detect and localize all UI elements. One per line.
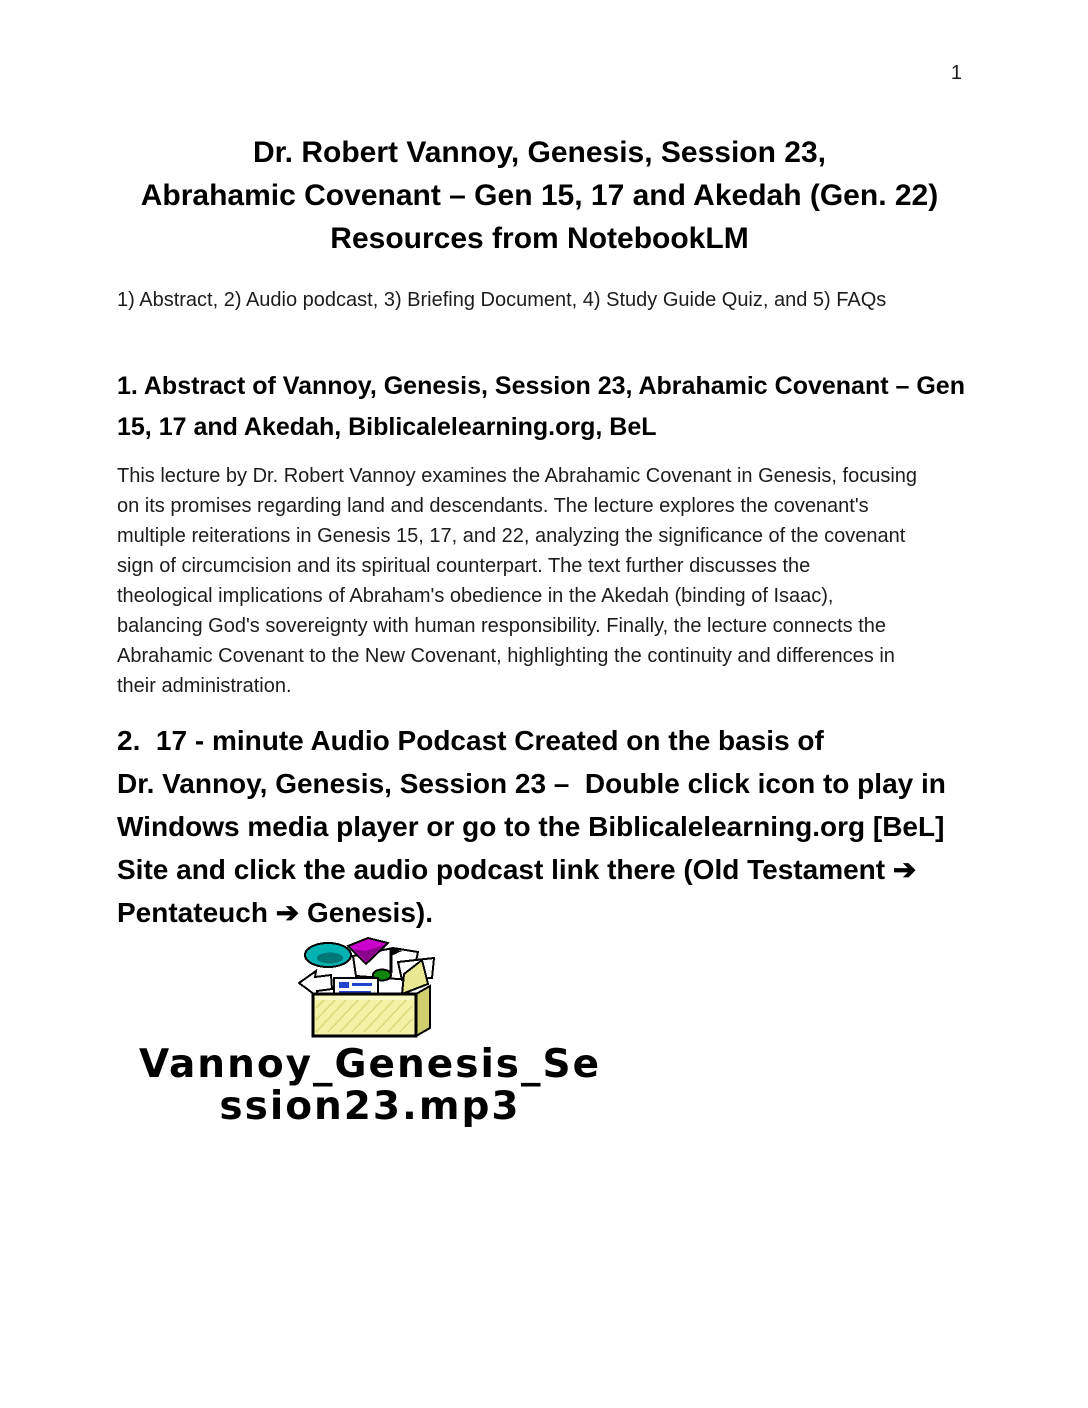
title-line: Dr. Robert Vannoy, Genesis, Session 23, [253,136,826,169]
heading-line: 1. Abstract of Vannoy, Genesis, Session 23, Abrahamic Covenant – Gen [117,372,965,400]
heading-line: Dr. Vannoy, Genesis, Session 23 – Double click icon to play in [117,768,946,799]
box-rim [315,996,414,1000]
paragraph-line: theological implications of Abraham's obedience in the Akedah (binding of Isaac), [117,585,834,607]
audio-filename[interactable] [100,1044,640,1128]
abstract-paragraph [117,461,1017,701]
cd-disc-shadow [317,953,343,964]
heading-line: Site and click the audio podcast link there (Old Testament ➔ [117,854,917,885]
embedded-audio-object[interactable] [100,936,640,1128]
title-line: Resources from NotebookLM [330,222,749,255]
heading-line: Windows media player or go to the Biblicalelearning.org [BeL] [117,811,945,842]
filename-line[interactable]: Vannoy_Genesis_Se [138,1042,602,1087]
heading-line: 2. 17 - minute Audio Podcast Created on the basis of [117,725,824,756]
title-line: Abrahamic Covenant – Gen 15, 17 and Akedah (Gen. 22) [140,179,939,212]
multimedia-package-icon[interactable] [298,936,443,1040]
paragraph-line: sign of circumcision and its spiritual counterpart. The text further discusses the [117,555,811,577]
paragraph-line: their administration. [117,675,292,697]
box-side [416,986,430,1036]
resources-text: 1) Abstract, 2) Audio podcast, 3) Briefing Document, 4) Study Guide Quiz, and 5) FAQs [117,289,887,311]
paragraph-line: balancing God's sovereignty with human responsibility. Finally, the lecture connects the [117,615,887,637]
paragraph-line: on its promises regarding land and descendants. The lecture explores the covenant's [117,495,869,517]
heading-line: 15, 17 and Akedah, Biblicalelearning.org, BeL [117,413,657,441]
label-card-blue-block [339,982,349,988]
paragraph-line: This lecture by Dr. Robert Vannoy examines the Abrahamic Covenant in Genesis, focusing [117,465,918,487]
label-card-blue-line [352,983,372,986]
section-1-heading [117,366,1017,448]
document-title [117,131,962,260]
page-number: 1 [950,62,962,84]
paragraph-line: multiple reiterations in Genesis 15, 17, and 22, analyzing the significance of the covenant [117,525,906,547]
paragraph-line: Abrahamic Covenant to the New Covenant, highlighting the continuity and differences in [117,645,895,667]
multimedia-package-icon-svg [298,936,443,1040]
box-front [313,994,416,1036]
section-2-heading [117,719,1027,934]
resources-list-line [117,286,1017,314]
filename-line[interactable]: ssion23.mp3 [219,1084,521,1129]
heading-line: Pentateuch ➔ Genesis). [117,897,433,928]
